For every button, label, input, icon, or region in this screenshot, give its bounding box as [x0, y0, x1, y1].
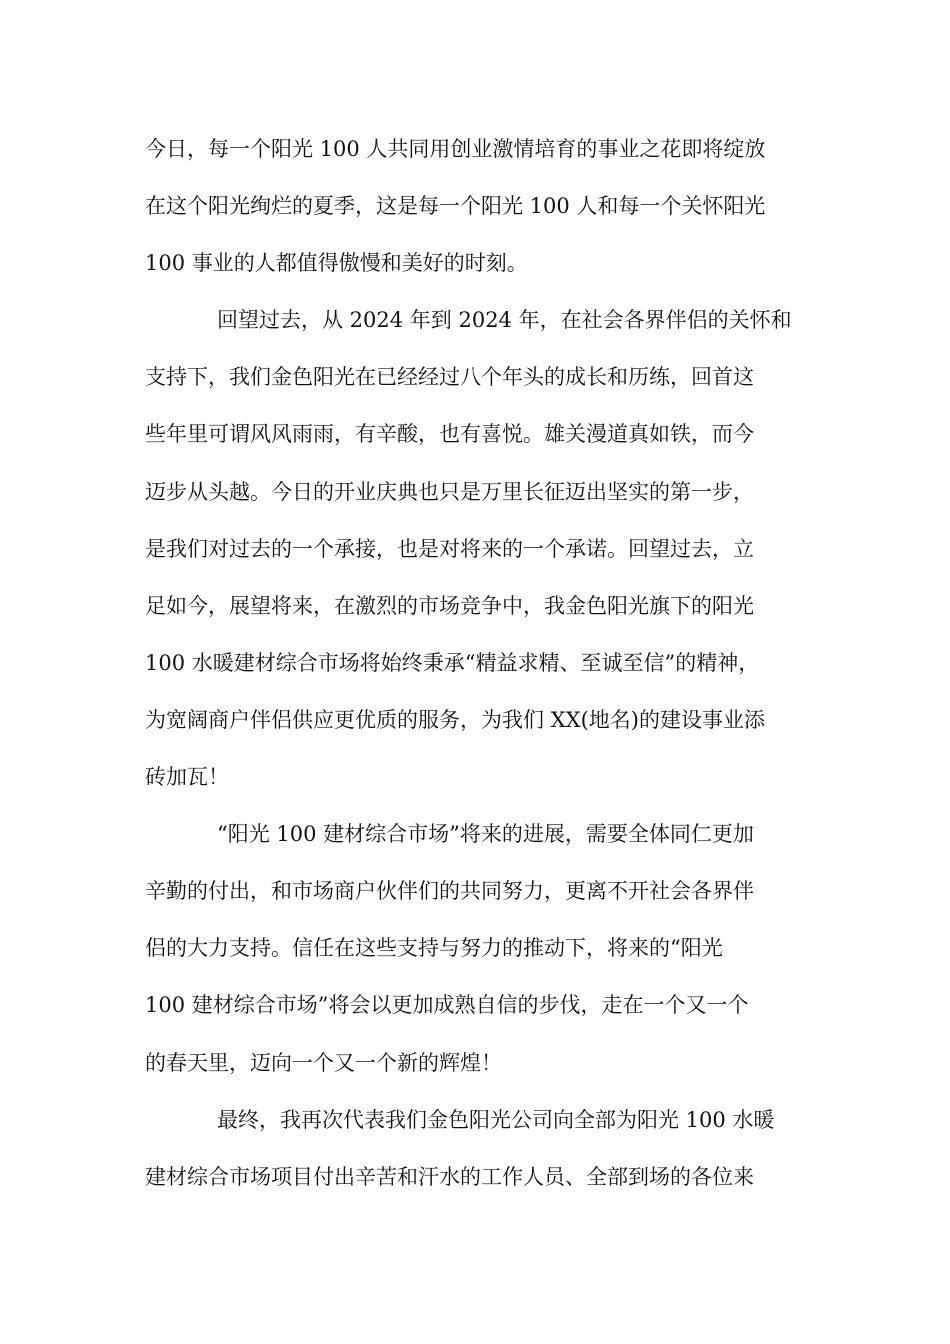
text-line: 建材综合市场项目付出辛苦和汗水的工作人员、全部到场的各位来 [145, 1164, 754, 1189]
document-body [145, 121, 825, 1206]
text-line: 100 建材综合市场”将会以更加成熟自信的步伐，走在一个又一个 [145, 993, 749, 1018]
text-line: 砖加瓦！ [145, 765, 229, 790]
text-line: 辛勤的付出，和市场商户伙伴们的共同努力，更离不开社会各界伴 [145, 879, 754, 904]
text-line: 的春天里，迈向一个又一个新的辉煌！ [145, 1050, 502, 1075]
text-line: 侣的大力支持。信任在这些支持与努力的推动下，将来的“阳光 [145, 936, 723, 961]
paragraph-start-line: 回望过去，从 2024 年到 2024 年，在社会各界伴侣的关怀和 [217, 308, 792, 333]
text-line: 今日，每一个阳光 100 人共同用创业激情培育的事业之花即将绽放 [145, 137, 766, 161]
text-line: 在这个阳光绚烂的夏季，这是每一个阳光 100 人和每一个关怀阳光 [145, 194, 766, 219]
text-line: 为宽阔商户伴侣供应更优质的服务，为我们 XX(地名)的建设事业添 [145, 707, 765, 732]
text-line: 100 水暖建材综合市场将始终秉承“精益求精、至诚至信”的精神， [145, 650, 760, 675]
paragraph-start-line: 最终，我再次代表我们金色阳光公司向全部为阳光 100 水暖 [217, 1107, 775, 1132]
text-line: 100 事业的人都值得傲慢和美好的时刻。 [145, 251, 528, 276]
paragraph-start-line: “阳光 100 建材综合市场”将来的进展，需要全体同仁更加 [217, 822, 754, 847]
text-line: 支持下，我们金色阳光在已经经过八个年头的成长和历练，回首这 [145, 365, 754, 390]
text-line: 足如今，展望将来，在激烈的市场竞争中，我金色阳光旗下的阳光 [145, 593, 754, 618]
text-line: 些年里可谓风风雨雨，有辛酸，也有喜悦。雄关漫道真如铁，而今 [145, 422, 754, 447]
text-line: 是我们对过去的一个承接，也是对将来的一个承诺。回望过去，立 [145, 536, 754, 561]
text-line: 迈步从头越。今日的开业庆典也只是万里长征迈出坚实的第一步， [145, 479, 754, 504]
